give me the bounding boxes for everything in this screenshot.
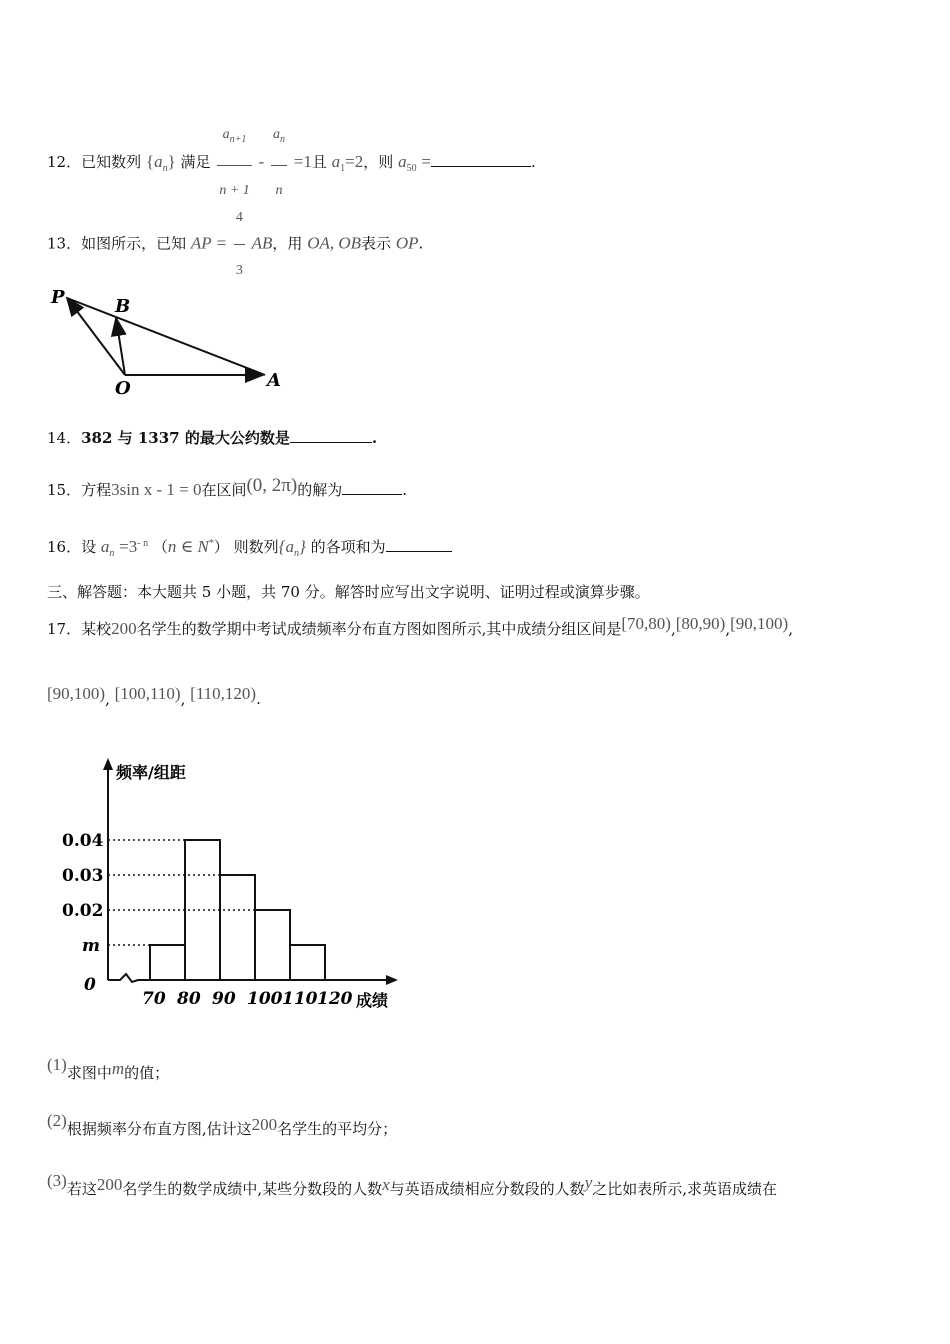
- q12-seq-bracket-close: }: [167, 151, 176, 171]
- q15-end: .: [402, 481, 408, 499]
- q12-number: 12．: [47, 152, 82, 171]
- part-2: [47, 1104, 397, 1138]
- q12-text-2: 满足: [180, 152, 211, 171]
- part-3-text-4: 之比如表所示,求英语成绩在: [592, 1180, 778, 1198]
- label-o: O: [115, 378, 131, 399]
- q17-text-2: 名学生的数学期中考试成绩频率分布直方图如图所示,其中成绩分组区间是: [136, 620, 622, 638]
- q12-text-4: ，则: [363, 152, 394, 171]
- question-14: [47, 426, 377, 450]
- q12-text-3: 且: [311, 152, 327, 171]
- q16-text-3: 的各项和为: [310, 538, 386, 556]
- q14-number: 14．: [47, 429, 82, 447]
- part-3-text-2: 名学生的数学成绩中,某些分数段的人数: [122, 1180, 383, 1198]
- q15-interval: (0, 2π): [246, 475, 298, 496]
- q12-frac2-num-sub: n: [280, 133, 285, 145]
- x-tick-label: 100: [247, 989, 283, 1009]
- x-tick-label: 80: [177, 989, 201, 1009]
- q12-answer-blank[interactable]: [431, 166, 531, 167]
- q12-frac1-num-sub: n+1: [229, 133, 247, 145]
- q16-exponent: - n: [137, 538, 149, 549]
- y-tick-label: 0.03: [62, 866, 104, 886]
- histogram-bar: [255, 910, 290, 980]
- part-1: [47, 1048, 169, 1082]
- x-tick-label: 90: [212, 989, 236, 1009]
- part-1-text-1: 求图中: [66, 1064, 112, 1082]
- label-a: A: [267, 370, 281, 391]
- question-12: [47, 110, 536, 198]
- part-3-var-x: x: [382, 1175, 390, 1194]
- q13-frac-num: 4: [234, 192, 245, 245]
- q12-eq2: =: [421, 151, 431, 171]
- q16-an: a: [100, 537, 110, 556]
- part-2-text-2: 名学生的平均分；: [277, 1120, 398, 1138]
- y-axis-arrow: [103, 758, 113, 770]
- q15-text-3: 的解为: [297, 481, 343, 499]
- histogram-bar: [290, 945, 325, 980]
- histogram-bar: [220, 875, 255, 980]
- x-tick-label: 120: [317, 989, 353, 1009]
- histogram-bar: [150, 945, 185, 980]
- part-3-label: (3): [47, 1171, 67, 1190]
- part-3: [47, 1164, 777, 1198]
- q16-cond-open: （: [152, 538, 168, 556]
- q16-seq-sub: n: [293, 548, 299, 559]
- figure-13-vector-diagram: [45, 280, 295, 400]
- q17-interval-3: [90,100): [730, 614, 789, 633]
- q12-seq-sub: n: [162, 162, 168, 174]
- y-tick-label: 0.04: [62, 831, 104, 851]
- q16-seq: {a: [278, 537, 294, 556]
- q15-number: 15．: [47, 481, 82, 499]
- q17-comma-4: ,: [105, 690, 110, 708]
- part-2-text-1: 根据频率分布直方图,估计这: [66, 1120, 252, 1138]
- part-3-text-3: 与英语成绩相应分数段的人数: [389, 1180, 585, 1198]
- question-15: [47, 468, 407, 504]
- q13-target: OP: [395, 233, 419, 253]
- q17-interval-4: [90,100): [47, 684, 106, 703]
- q13-number: 13．: [47, 234, 82, 253]
- q12-end: .: [530, 152, 536, 171]
- part-1-var: m: [111, 1059, 125, 1078]
- q15-text-1: 方程: [81, 481, 112, 499]
- part-3-var-y: y: [584, 1173, 593, 1192]
- x-tick-label: 110: [282, 989, 318, 1009]
- q12-a1-value: =2: [345, 151, 364, 171]
- q12-frac1-num: a: [222, 127, 230, 142]
- frequency-histogram: [60, 752, 410, 1017]
- q12-seq: a: [154, 151, 163, 171]
- q13-vectors: OA, OB: [307, 233, 362, 253]
- q12-minus: -: [258, 151, 265, 171]
- part-1-text-2: 的值；: [124, 1064, 170, 1082]
- q15-text-2: 在区间: [201, 481, 247, 499]
- x-axis-label: 成绩: [356, 991, 389, 1010]
- q17-count: 200: [111, 619, 137, 638]
- q17-interval-2: [80,90): [675, 614, 726, 633]
- q12-a1-sub: 1: [340, 162, 346, 174]
- q16-answer-blank[interactable]: [386, 551, 452, 552]
- y-tick-label: m: [82, 936, 100, 956]
- q17-interval-5: [100,110): [114, 684, 181, 703]
- q16-number: 16．: [47, 538, 82, 556]
- q16-text-2: 则数列: [233, 538, 279, 556]
- q14-answer-blank[interactable]: [290, 442, 372, 443]
- q17-end: .: [256, 690, 261, 708]
- part-2-count: 200: [251, 1115, 278, 1134]
- q17-comma-5: ,: [180, 690, 186, 708]
- part-3-count: 200: [96, 1175, 123, 1194]
- q16-an-sub: n: [109, 548, 115, 559]
- q12-text-1: 已知数列: [81, 152, 142, 171]
- q17-comma-2: ,: [725, 620, 731, 638]
- q16-seq-close: }: [298, 537, 306, 556]
- q12-eq1: =1: [293, 151, 312, 171]
- q16-text-1: 设: [81, 538, 97, 556]
- q13-text-2: ，用: [272, 234, 303, 253]
- q17-comma-1: ,: [670, 620, 676, 638]
- q14-end: .: [371, 429, 378, 447]
- q17-text-1: 某校: [81, 620, 112, 638]
- q13-frac-den: 3: [235, 263, 243, 278]
- q16-eq: =3: [119, 537, 138, 556]
- section-3-title: 三、解答题：本大题共 5 小题，共 70 分。解答时应写出文字说明、证明过程或演算步骤。: [47, 583, 650, 601]
- y-tick-label: 0.02: [62, 901, 104, 921]
- q13-end: .: [418, 234, 424, 253]
- y-axis-label: 频率/组距: [116, 763, 186, 782]
- q17-interval-6: [110,120): [190, 684, 257, 703]
- question-13: [47, 192, 424, 278]
- q14-text: 382 与 1337 的最大公约数是: [81, 429, 290, 447]
- part-1-label: (1): [47, 1055, 67, 1074]
- part-3-text-1: 若这: [66, 1180, 97, 1198]
- x-axis-arrow: [386, 975, 398, 985]
- q12-a1: a: [331, 151, 341, 171]
- q12-frac1-den: n + 1: [219, 182, 250, 198]
- origin-label: 0: [84, 975, 96, 995]
- q17-comma-3: ,: [788, 620, 793, 638]
- q12-seq-bracket: {: [145, 151, 155, 171]
- q13-lhs: AP =: [190, 233, 228, 253]
- question-16: [47, 526, 452, 562]
- q12-frac2-den: n: [275, 182, 283, 198]
- q16-cond-close: ）: [213, 538, 229, 556]
- q12-frac2-num: a: [273, 127, 280, 142]
- q12-a50: a: [398, 151, 407, 171]
- label-b: B: [115, 296, 131, 317]
- question-17-line-2: [47, 676, 261, 712]
- q13-text-3: 表示: [361, 234, 392, 253]
- q16-cond-sup: *: [208, 538, 214, 549]
- x-tick-label: 70: [142, 989, 166, 1009]
- q15-answer-blank[interactable]: [342, 494, 402, 495]
- q13-rhs: AB: [251, 233, 273, 253]
- q16-condition: n ∈ N: [167, 537, 209, 556]
- label-p: P: [51, 287, 65, 308]
- part-2-label: (2): [47, 1111, 67, 1130]
- q13-text-1: 如图所示，已知: [81, 234, 187, 253]
- q17-interval-1: [70,80): [621, 614, 671, 633]
- q12-a50-sub: 50: [406, 162, 417, 174]
- q17-number: 17．: [47, 620, 82, 638]
- question-17-line-1: [47, 606, 793, 642]
- q15-equation: 3sin x - 1 = 0: [111, 480, 202, 499]
